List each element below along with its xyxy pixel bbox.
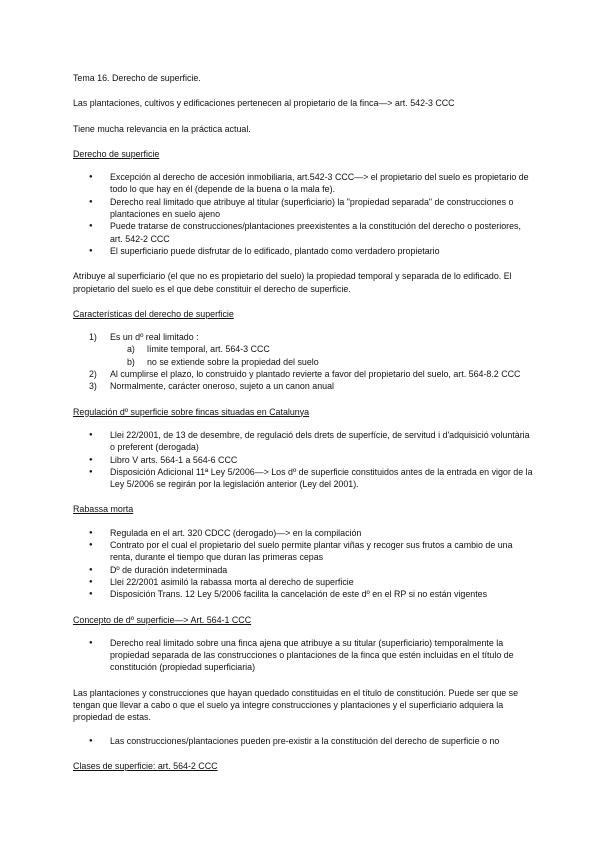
item-text: Al cumplirse el plazo, lo construido y plantado revierte a favor del propietario del suelo, art. 564-8.2 CCC <box>110 369 521 380</box>
sub-list <box>110 343 533 368</box>
list-item: ● Libro V arts. 564-1 a 564-6 CCC <box>73 454 533 466</box>
list-item: ● Disposición Adicional 11ª Ley 5/2006—> Los dº de superficie constituidos antes de la entrada en vigor de la Ley 5/2006 se regirán por la legislación anterior (Ley del 2001). <box>73 466 533 491</box>
list-item: ● Derecho real limitado sobre una finca ajena que atribuye a su titular (superficiario) temporalmente la propiedad separada de las construcciones o plantaciones de la finca que estén incluidas en el título de constitución (propiedad superficiaria) <box>73 637 533 674</box>
intro-paragraph: Tiene mucha relevancia en la práctica actual. <box>73 123 251 134</box>
list-item: ● Dº de duración indeterminada <box>73 564 533 576</box>
section-heading: Regulación dº superficie sobre fincas situadas en Catalunya <box>73 406 310 417</box>
list-item: ● Llei 22/2001, de 13 de desembre, de regulació dels drets de superfície, de servitud i d'adquisició voluntària o preferent (derogada) <box>73 429 533 454</box>
section-heading: Rabassa morta <box>73 504 134 515</box>
list-item: ● Disposición Trans. 12 Ley 5/2006 facilita la cancelación de este dº en el RP si no están vigentes <box>73 588 533 600</box>
list-item: ● Puede tratarse de construcciones/plantaciones preexistentes a la constitución del derecho o posteriores, art. 542-2 CCC <box>73 220 533 245</box>
list-item <box>73 380 533 392</box>
document-page <box>73 72 533 772</box>
bullet-list <box>73 527 533 601</box>
item-text: Es un dº real limitado : <box>110 332 199 343</box>
item-number: 1) <box>89 332 97 343</box>
sub-item-text: no se extiende sobre la propiedad del suelo <box>147 356 319 367</box>
list-item: ● Las construcciones/plantaciones pueden pre-existir a la constitución del derecho de superficie o no <box>73 735 533 747</box>
sub-item-text: límite temporal, art. 564-3 CCC <box>147 344 270 355</box>
bullet-list <box>73 171 533 257</box>
sub-list-item <box>110 343 533 355</box>
list-item: ● Regulada en el art. 320 CDCC (derogado)—> en la compilación <box>73 527 533 539</box>
item-text: Normalmente, carácter oneroso, sujeto a un canon anual <box>110 381 334 392</box>
body-paragraph: Las plantaciones y construcciones que hayan quedado constituidas en el título de constitución. Puede ser que se tengan que llevar a cabo o que el suelo ya integre construcciones y plantaciones y el superficiario adquiera la propiedad de estas. <box>73 687 519 723</box>
list-item: ● Contrato por el cual el propietario del suelo permite plantar viñas y recoger sus frutos a cambio de una renta, durante el tiempo que duran las primeras cepas <box>73 539 533 564</box>
bullet-list <box>73 637 533 674</box>
bullet-list <box>73 429 533 490</box>
list-item: ● Llei 22/2001 asimiló la rabassa morta al derecho de superficie <box>73 576 533 588</box>
section-heading: Derecho de superficie <box>73 148 160 159</box>
list-item: ● Excepción al derecho de accesión inmobiliaria, art.542-3 CCC—> el propietario del suelo es propietario de todo lo que hay en él (depende de la buena o la mala fe). <box>73 171 533 196</box>
sub-item-letter: a) <box>127 344 135 355</box>
section-heading: Concepto de dº superficie—> Art. 564-1 CCC <box>73 614 252 625</box>
item-number: 3) <box>89 381 97 392</box>
document-title: Tema 16. Derecho de superficie. <box>73 73 201 83</box>
section-heading: Clases de superficie: art. 564-2 CCC <box>73 760 218 771</box>
sub-list-item <box>110 356 533 368</box>
intro-paragraph: Las plantaciones, cultivos y edificaciones pertenecen al propietario de la finca—> art. 542-3 CCC <box>73 98 455 109</box>
list-item: ● Derecho real limitado que atribuye al titular (superficiario) la "propiedad separada" de construcciones o plantaciones en suelo ajeno <box>73 196 533 221</box>
section-heading: Características del derecho de superficie <box>73 308 234 319</box>
list-item <box>73 331 533 368</box>
body-paragraph: Atribuye al superficiario (el que no es propietario del suelo) la propiedad temporal y separada de lo edificado. El propietario del suelo es el que debe constituir el derecho de superficie. <box>73 271 512 294</box>
sub-item-letter: b) <box>127 356 135 367</box>
bullet-list <box>73 735 533 747</box>
list-item <box>73 368 533 380</box>
list-item: ● El superficiario puede disfrutar de lo edificado, plantado como verdadero propietario <box>73 245 533 257</box>
item-number: 2) <box>89 369 97 380</box>
numbered-list <box>73 331 533 392</box>
